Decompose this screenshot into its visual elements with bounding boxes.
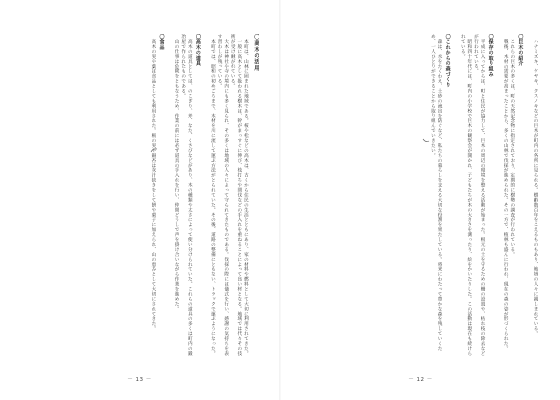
- left-page-text: [17, 34, 259, 356]
- section-heading: 〇高木の活用: [253, 34, 259, 72]
- body-paragraph: 本町は、山林に囲まれた地域である。桜や松などの高木は、古くから住民の生活とともにあり、家の材料や燃料として大切に利用されてきた。: [243, 38, 249, 356]
- body-paragraph: 高木の実や葉は食品としても利用された。栃の実や銀杏は灰汁抜きをして餅や菓子に加えられ、山の恵みとして大切にされてきた。: [150, 38, 156, 331]
- body-paragraph: 平成に入ってからは、町と住民が協力して、巨木の周辺の環境を整える活動が始まった。根元の土を守るための柵の設置や、枯れ枝の除去などが行われている。: [473, 34, 486, 356]
- body-paragraph: 大木は神社や寺の境内にも多く見られ、その多くは地域の人々によって守られてきたものである。伐採の際には儀式を行い、感謝の気持ちを表す習わしが残っている。: [217, 34, 229, 356]
- body-paragraph: ハナミズキ、ケヤキ、クスノキなどの巨木が町内の各所に見られる。樹齢数百年をこえるものもあり、地域の人々に親しまれている。: [533, 38, 538, 336]
- left-page: [0, 0, 279, 400]
- page-number: － 13 －: [127, 377, 152, 383]
- pen-mark-icon: [422, 137, 430, 144]
- body-paragraph: 森は、水をたくわえ、土砂の流出を防ぐなど、私たちの暮らしを支える大切な役割を果たしている。将来にわたって豊かな森を残していくため、一人ひとりができることから取り組んでいきたい。: [430, 34, 443, 351]
- section-heading: 〇これからの森づくり: [444, 34, 451, 88]
- body-paragraph: 本町では、昭和の初めごろまで、木材を川に流して運ぶ方法がとられていた。その後、道路の整備にともない、トラックで運ぶようになった。: [210, 38, 216, 356]
- body-paragraph: これらの巨木の多くは、町の天然記念物に指定されており、定期的に樹勢の調査が行われている。: [509, 38, 515, 257]
- body-paragraph: 山の仕事は危険をともなうため、作業の前には必ず道具の手入れを行い、仲間どうしで声を掛け合いながら作業を進めた。: [174, 38, 180, 311]
- body-paragraph: 一般に高木として扱われる樹木は、幹がまっすぐに伸び、枝打ちや間伐などの手入れを重ねることによって良い材となる。地域では代々その技術が受け継がれている。: [230, 34, 242, 356]
- right-page-text: [302, 34, 538, 356]
- body-paragraph: 高木の道具としては、のこぎり、斧、なた、くさびなどがあり、木の種類や太さによって使い分けられていた。これらの道具の多くは町内の鍛冶屋で作られたものである。: [180, 34, 193, 356]
- right-page: [281, 0, 560, 400]
- section-heading: 〇巨木の紹介: [517, 34, 524, 67]
- page-number: － 12 －: [408, 377, 433, 383]
- section-heading: 〇高木の道具: [194, 34, 201, 67]
- pen-mark-icon: [150, 147, 158, 154]
- body-paragraph: 戦後、木材の需要が高まったことから、多くの山林で伐採が進められた。その一方で、植林も盛んに行われ、現在の森の姿が形づくられた。: [503, 38, 509, 351]
- section-heading: 〇食品: [158, 34, 165, 51]
- body-paragraph: 昭和四十年代には、町内の小学校で巨木の観察会が開かれ、子どもたちが木の大きさを測ったり、絵をかいたりした。この活動は現在も続けられている。: [460, 34, 472, 356]
- section-heading: 〇保存の取り組み: [487, 34, 494, 77]
